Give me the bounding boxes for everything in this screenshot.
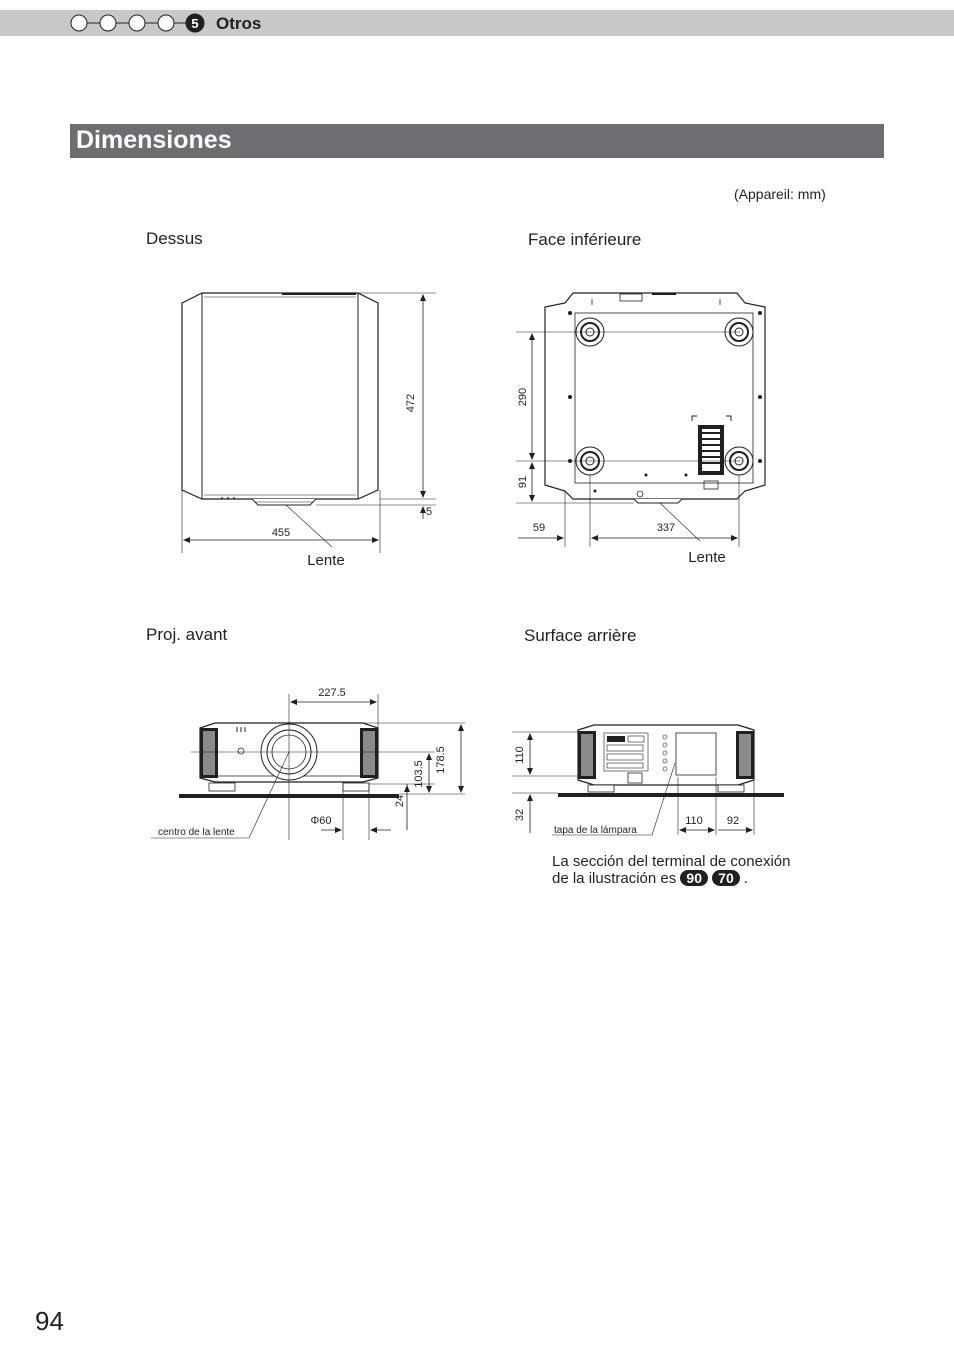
- front-dim-height: 178.5: [435, 746, 447, 774]
- bottom-dim-left: 59: [532, 522, 546, 534]
- front-lens-center-label: centro de la lente: [158, 827, 235, 838]
- front-dim-lens-offset: 227.5: [318, 687, 346, 699]
- front-dim-lens-height: 103.5: [413, 760, 425, 788]
- bottom-lens-label: Lente: [688, 549, 726, 566]
- rear-lamp-cover-label: tapa de la lámpara: [554, 825, 637, 836]
- view-label-rear: Surface arrière: [524, 626, 637, 645]
- rear-view-diagram: [510, 715, 795, 845]
- terminal-note: [552, 853, 790, 887]
- view-label-front: Proj. avant: [146, 625, 228, 644]
- rear-dim-b: 92: [726, 815, 740, 827]
- terminal-note-line2: de la ilustración es: [552, 870, 677, 887]
- rear-dim-a: 110: [685, 815, 703, 827]
- bottom-view-diagram: [510, 285, 780, 575]
- terminal-note-end: .: [743, 870, 749, 887]
- top-lens-label: Lente: [307, 552, 345, 569]
- terminal-note-line1: La sección del terminal de conexión: [552, 853, 791, 870]
- view-label-top: Dessus: [146, 229, 203, 248]
- terminal-note-line2-row: [552, 870, 790, 887]
- section-title: Dimensiones: [76, 126, 232, 154]
- front-dim-foot: 24: [394, 794, 406, 808]
- front-dim-lens-diameter: Φ60: [310, 815, 332, 827]
- bottom-dim-lower: 91: [517, 475, 529, 489]
- section-header: [70, 124, 884, 158]
- chapter-header: [0, 10, 954, 36]
- chapter-title: Otros: [216, 14, 262, 33]
- model-badge-90: 90: [680, 870, 708, 886]
- front-view-diagram: [145, 680, 475, 845]
- top-dim-offset: 5: [426, 506, 433, 518]
- top-view-diagram: [170, 285, 450, 585]
- view-label-bottom: Face inférieure: [528, 230, 642, 249]
- top-dim-width: 455: [271, 527, 291, 539]
- top-dim-depth: 472: [405, 393, 417, 413]
- bottom-dim-upper: 290: [517, 387, 529, 407]
- rear-dim-height: 110: [514, 746, 526, 764]
- chapter-number: 5: [191, 16, 199, 31]
- rear-dim-foot: 32: [514, 808, 526, 822]
- bottom-dim-span: 337: [656, 522, 676, 534]
- page-number: 94: [35, 1306, 64, 1336]
- model-badge-70: 70: [712, 870, 740, 886]
- chapter-progress-icon: [70, 13, 210, 33]
- units-note: (Appareil: mm): [734, 186, 826, 202]
